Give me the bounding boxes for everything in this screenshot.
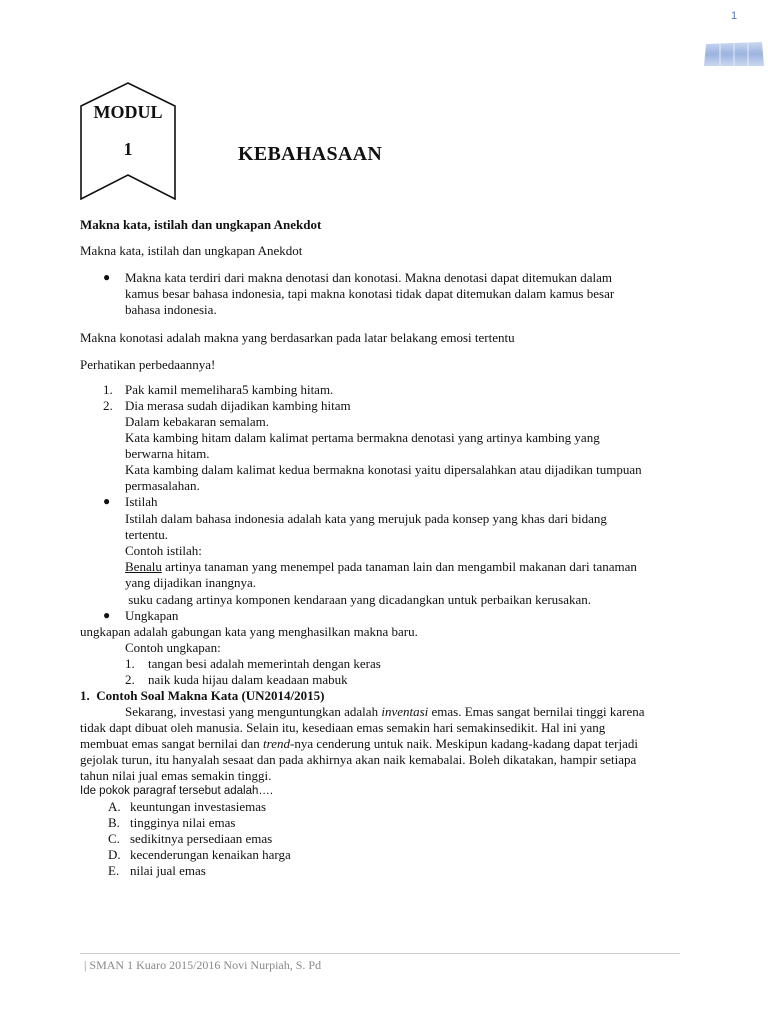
list-number: 2. bbox=[125, 672, 135, 687]
list-item: Dia merasa sudah dijadikan kambing hitam bbox=[125, 398, 351, 413]
suku-cadang-line: suku cadang artinya komponen kendaraan yang dicadangkan untuk perbaikan kerusakan. bbox=[125, 592, 592, 607]
soal-paragraph-line1 bbox=[125, 704, 645, 720]
intro-text: Makna kata, istilah dan ungkapan Anekdot bbox=[80, 243, 303, 258]
list-item: Pak kamil memelihara5 kambing hitam. bbox=[125, 382, 334, 397]
benalu-line bbox=[125, 559, 637, 575]
list-number: 1. bbox=[125, 656, 135, 671]
italic-term: trend bbox=[263, 736, 290, 751]
benalu-term: Benalu bbox=[125, 559, 162, 574]
bullet-dot: ● bbox=[103, 270, 111, 284]
explanation-line: Dalam kebakaran semalam. bbox=[125, 414, 270, 429]
list-item: tangan besi adalah memerintah dengan keras bbox=[148, 656, 381, 671]
benalu-desc: artinya tanaman yang menempel pada tanaman lain dan mengambil makanan dari tanaman bbox=[161, 559, 637, 574]
footer-divider bbox=[80, 953, 680, 954]
soal-title: 1. Contoh Soal Makna Kata (UN2014/2015) bbox=[80, 688, 325, 703]
section-title: Makna kata, istilah dan ungkapan Anekdot bbox=[80, 217, 322, 232]
list-item: naik kuda hijau dalam keadaan mabuk bbox=[148, 672, 348, 687]
bullet1-line3: bahasa indonesia. bbox=[125, 302, 217, 317]
page-number: 1 bbox=[731, 10, 738, 22]
modul-badge-title: MODUL bbox=[93, 102, 163, 122]
text-span: Sekarang, investasi yang menguntungkan adalah bbox=[125, 704, 382, 719]
list-number: 2. bbox=[103, 398, 113, 413]
option-letter: A. bbox=[108, 799, 121, 814]
konotasi-definition: Makna konotasi adalah makna yang berdasarkan pada latar belakang emosi tertentu bbox=[80, 330, 515, 345]
explanation-line: Kata kambing hitam dalam kalimat pertama bermakna denotasi yang artinya kambing yang bbox=[125, 430, 600, 445]
istilah-label: Istilah bbox=[125, 494, 158, 509]
text-span: emas. Emas sangat bernilai tinggi karena bbox=[428, 704, 645, 719]
istilah-def-line2: tertentu. bbox=[125, 527, 168, 542]
bullet1-line2: kamus besar bahasa indonesia, tapi makna konotasi tidak dapat ditemukan dalam kamus besar bbox=[125, 286, 615, 301]
contoh-istilah-label: Contoh istilah: bbox=[125, 543, 202, 558]
contoh-ungkapan-label: Contoh ungkapan: bbox=[125, 640, 221, 655]
istilah-def-line1: Istilah dalam bahasa indonesia adalah kata yang merujuk pada konsep yang khas dari bidang bbox=[125, 511, 607, 526]
option-text: keuntungan investasiemas bbox=[130, 799, 267, 814]
option-text: nilai jual emas bbox=[130, 863, 206, 878]
modul-badge-number: 1 bbox=[123, 139, 133, 159]
ungkapan-def: ungkapan adalah gabungan kata yang menghasilkan makna baru. bbox=[80, 624, 418, 639]
soal-question: Ide pokok paragraf tersebut adalah…. bbox=[80, 785, 274, 797]
text-span: -nya cenderung untuk naik. Meskipun kadang-kadang dapat terjadi bbox=[290, 736, 638, 751]
option-letter: B. bbox=[108, 815, 120, 830]
option-text: kecenderungan kenaikan harga bbox=[130, 847, 291, 862]
bullet1-line1: Makna kata terdiri dari makna denotasi dan konotasi. Makna denotasi dapat ditemukan dalam bbox=[125, 270, 612, 285]
perhatikan-text: Perhatikan perbedaannya! bbox=[80, 357, 216, 372]
italic-term: inventasi bbox=[381, 704, 429, 719]
explanation-line: permasalahan. bbox=[125, 478, 200, 493]
option-letter: D. bbox=[108, 847, 121, 862]
page-footer: | SMAN 1 Kuaro 2015/2016 Novi Nurpiah, S. Pd bbox=[84, 958, 322, 972]
list-number: 1. bbox=[103, 382, 113, 397]
option-letter: C. bbox=[108, 831, 120, 846]
option-text: tingginya nilai emas bbox=[130, 815, 236, 830]
soal-paragraph-line5: tahun nilai jual emas semakin tinggi. bbox=[80, 768, 272, 783]
text-span: membuat emas sangat bernilai dan bbox=[80, 736, 264, 751]
soal-paragraph-line3 bbox=[80, 736, 638, 752]
page-tab-decoration bbox=[702, 40, 766, 68]
option-letter: E. bbox=[108, 863, 120, 878]
bullet-dot: ● bbox=[103, 608, 111, 622]
soal-paragraph-line2: tidak dapt dibuat oleh manusia. Selain itu, kesediaan emas semakin hari semakinsedikit. Hal ini yang bbox=[80, 720, 606, 735]
explanation-line: berwarna hitam. bbox=[125, 446, 210, 461]
option-text: sedikitnya persediaan emas bbox=[130, 831, 273, 846]
page-title: KEBAHASAAN bbox=[238, 143, 383, 165]
soal-paragraph-line4: gejolak turun, itu hanyalah sesaat dan pada akhirnya akan naik kemabalai. Boleh dikatakan, hampir setiapa bbox=[80, 752, 637, 767]
bullet-dot: ● bbox=[103, 494, 111, 508]
explanation-line: Kata kambing dalam kalimat kedua bermakna konotasi yaitu dipersalahkan atau dijadikan tumpuan bbox=[125, 462, 642, 477]
benalu-line-cont: yang dijadikan inangnya. bbox=[125, 575, 257, 590]
ungkapan-label: Ungkapan bbox=[125, 608, 179, 623]
